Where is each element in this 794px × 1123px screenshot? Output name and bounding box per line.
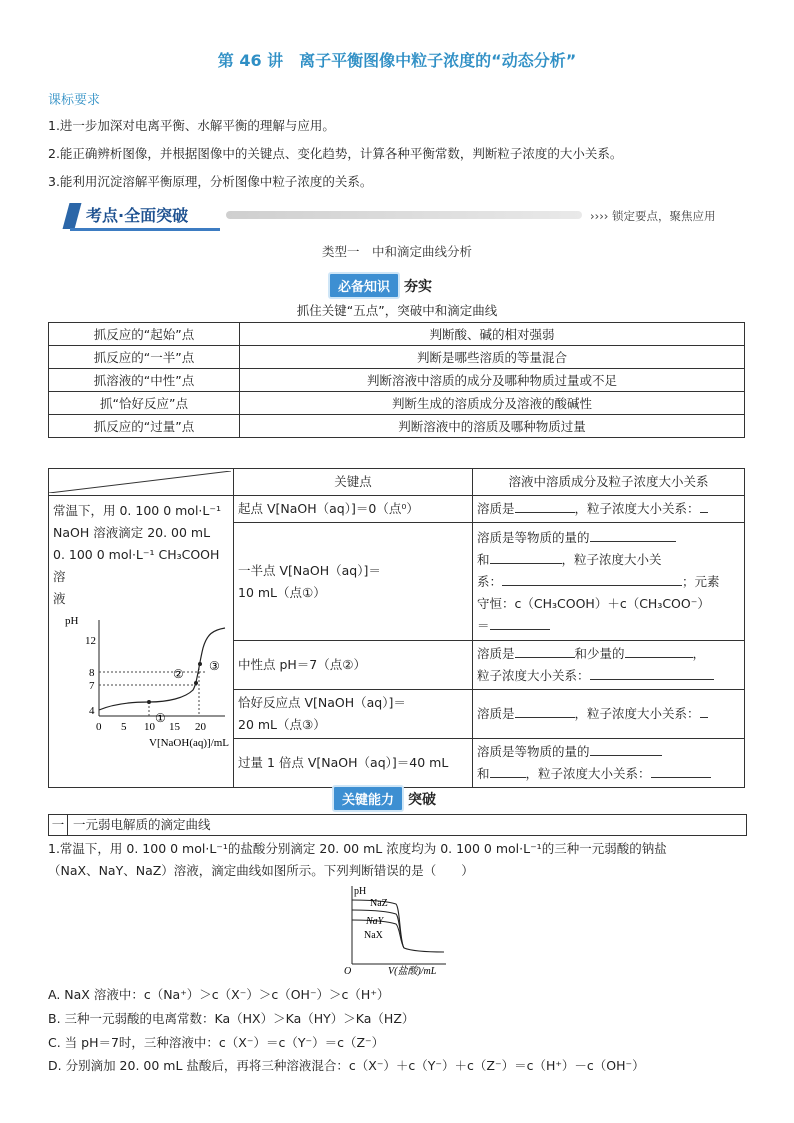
point-name-cell: 抓反应的“一半”点: [49, 346, 240, 369]
graph1-xtick: 15: [169, 721, 180, 733]
five-point-row: [49, 323, 745, 346]
option-d: D. 分别滴加 20. 00 mL 盐酸后，再将三种溶液混合：c（X⁻）＋c（Y⁻）＋c（Z⁻）＝c（H⁺）－c（OH⁻）: [48, 1058, 645, 1073]
graph1-point: ①: [155, 711, 166, 725]
banner-tag-mark: [63, 203, 82, 229]
header-diagonal-cell: [49, 469, 234, 496]
point-judgement-cell: 判断溶液中的溶质及哪种物质过量: [240, 415, 745, 438]
requirement-item: 3.能利用沉淀溶解平衡原理，分析图像中粒子浓度的关系。: [48, 174, 373, 189]
curve-label: NaY: [366, 916, 384, 927]
option-b: B. 三种一元弱酸的电离常数：Ka（HX）＞Ka（HY）＞Ka（HZ）: [48, 1011, 415, 1026]
knowledge-pill-after: 夯实: [404, 278, 433, 295]
key-points-table: [48, 468, 745, 788]
point-name-cell: 抓反应的“起始”点: [49, 323, 240, 346]
requirements-heading: 课标要求: [48, 93, 101, 108]
relation-cell: 溶质是 和少量的 ， 粒子浓度大小关系：: [473, 641, 745, 690]
banner-bar: [226, 211, 582, 219]
titration-curves-graph: [334, 882, 454, 978]
ability-pill-after: 突破: [408, 791, 437, 808]
category-text: 一元弱电解质的滴定曲线: [73, 817, 211, 832]
graph1-point: ③: [209, 659, 220, 673]
relation-cell: 溶质是等物质的量的 和 ，粒子浓度大小关 系： ；元素 守恒：c（CH₃COOH）＋c（CH₃COO⁻） ＝: [473, 523, 745, 641]
key-cell: 中性点 pH＝7（点②）: [234, 641, 473, 690]
graph1-xtick: 0: [96, 721, 102, 733]
experiment-cell: [49, 496, 234, 788]
page-title: 第 46 讲 离子平衡图像中粒子浓度的“动态分析”: [217, 51, 577, 70]
graph1-ylabel: pH: [65, 615, 79, 627]
graph1-xlabel: V[NaOH(aq)]/mL: [149, 737, 229, 749]
graph1-xtick: 5: [121, 721, 127, 733]
experiment-desc: 液: [53, 591, 66, 606]
graph1-xtick: 10: [144, 721, 155, 733]
point-judgement-cell: 判断生成的溶质成分及溶液的酸碱性: [240, 392, 745, 415]
five-points-table: [48, 322, 745, 438]
relation-cell: 溶质是 ，粒子浓度大小关系：: [473, 496, 745, 523]
key-cell: 起点 V[NaOH（aq）]＝0（点⁰）: [234, 496, 473, 523]
curve-label: NaZ: [370, 898, 388, 909]
point-judgement-cell: 判断是哪些溶质的等量混合: [240, 346, 745, 369]
relation-cell: 溶质是 ，粒子浓度大小关系：: [473, 690, 745, 739]
banner-tag: 考点·全面突破: [86, 206, 189, 225]
category-number: 一: [49, 815, 68, 835]
option-a: A. NaX 溶液中：c（Na⁺）＞c（X⁻）＞c（OH⁻）＞c（H⁺）: [48, 987, 390, 1002]
five-point-row: [49, 392, 745, 415]
requirement-item: 2.能正确辨析图像，并根据图像中的关键点、变化趋势，计算各种平衡常数，判断粒子浓度的大小关系。: [48, 146, 623, 161]
experiment-desc: NaOH 溶液滴定 20. 00 mL: [53, 525, 211, 540]
point-name-cell: 抓溶液的“中性”点: [49, 369, 240, 392]
graph1-point: ②: [173, 667, 184, 681]
header-relation: 溶液中溶质成分及粒子浓度大小关系: [473, 469, 745, 496]
banner-right-text: ›››› 锁定要点，聚焦应用: [590, 209, 716, 223]
graph1-ytick: 12: [85, 635, 96, 647]
relation-cell: 溶质是等物质的量的 和 ，粒子浓度大小关系：: [473, 739, 745, 788]
experiment-desc: 0. 100 0 mol·L⁻¹ CH₃COOH 溶: [53, 547, 220, 584]
requirement-item: 1.进一步加深对电离平衡、水解平衡的理解与应用。: [48, 118, 335, 133]
key-cell: 恰好反应点 V[NaOH（aq）]＝ 20 mL（点③）: [234, 690, 473, 739]
type-heading: 类型一 中和滴定曲线分析: [321, 244, 472, 259]
header-key-point: 关键点: [234, 469, 473, 496]
experiment-desc: 常温下，用 0. 100 0 mol·L⁻¹: [53, 503, 221, 518]
category-box: [48, 814, 747, 836]
key-cell: 一半点 V[NaOH（aq）]＝ 10 mL（点①）: [234, 523, 473, 641]
graph2-xlabel: V(盐酸)/mL: [388, 966, 437, 977]
point-name-cell: 抓“恰好反应”点: [49, 392, 240, 415]
knowledge-pill: 必备知识: [328, 272, 400, 299]
knowledge-heading: [328, 272, 432, 299]
five-point-row: [49, 346, 745, 369]
point-name-cell: 抓反应的“过量”点: [49, 415, 240, 438]
point-judgement-cell: 判断溶液中溶质的成分及哪种物质过量或不足: [240, 369, 745, 392]
point-judgement-cell: 判断酸、碱的相对强弱: [240, 323, 745, 346]
five-point-row: [49, 415, 745, 438]
option-c: C. 当 pH＝7时，三种溶液中：c（X⁻）＝c（Y⁻）＝c（Z⁻）: [48, 1035, 385, 1050]
graph2-origin: O: [344, 966, 352, 977]
ability-heading: [332, 785, 436, 812]
graph1-ytick: 4: [89, 705, 95, 717]
graph1-xtick: 20: [195, 721, 206, 733]
graph1-ytick: 8: [89, 667, 95, 679]
key-cell: 过量 1 倍点 V[NaOH（aq）]＝40 mL: [234, 739, 473, 788]
knowledge-intro: 抓住关键“五点”，突破中和滴定曲线: [296, 303, 498, 318]
question-stem: 1.常温下，用 0. 100 0 mol·L⁻¹的盐酸分别滴定 20. 00 mL 浓度均为 0. 100 0 mol·L⁻¹的三种一元弱酸的钠盐: [48, 841, 667, 856]
five-point-row: [49, 369, 745, 392]
titration-graph: [53, 612, 229, 752]
graph2-ylabel: pH: [354, 886, 367, 897]
banner-underline: [70, 228, 220, 231]
ability-pill: 关键能力: [332, 785, 404, 812]
curve-label: NaX: [364, 930, 383, 941]
graph1-ytick: 7: [89, 680, 95, 692]
question-stem: （NaX、NaY、NaZ）溶液，滴定曲线如图所示。下列判断错误的是（ ）: [48, 863, 474, 878]
